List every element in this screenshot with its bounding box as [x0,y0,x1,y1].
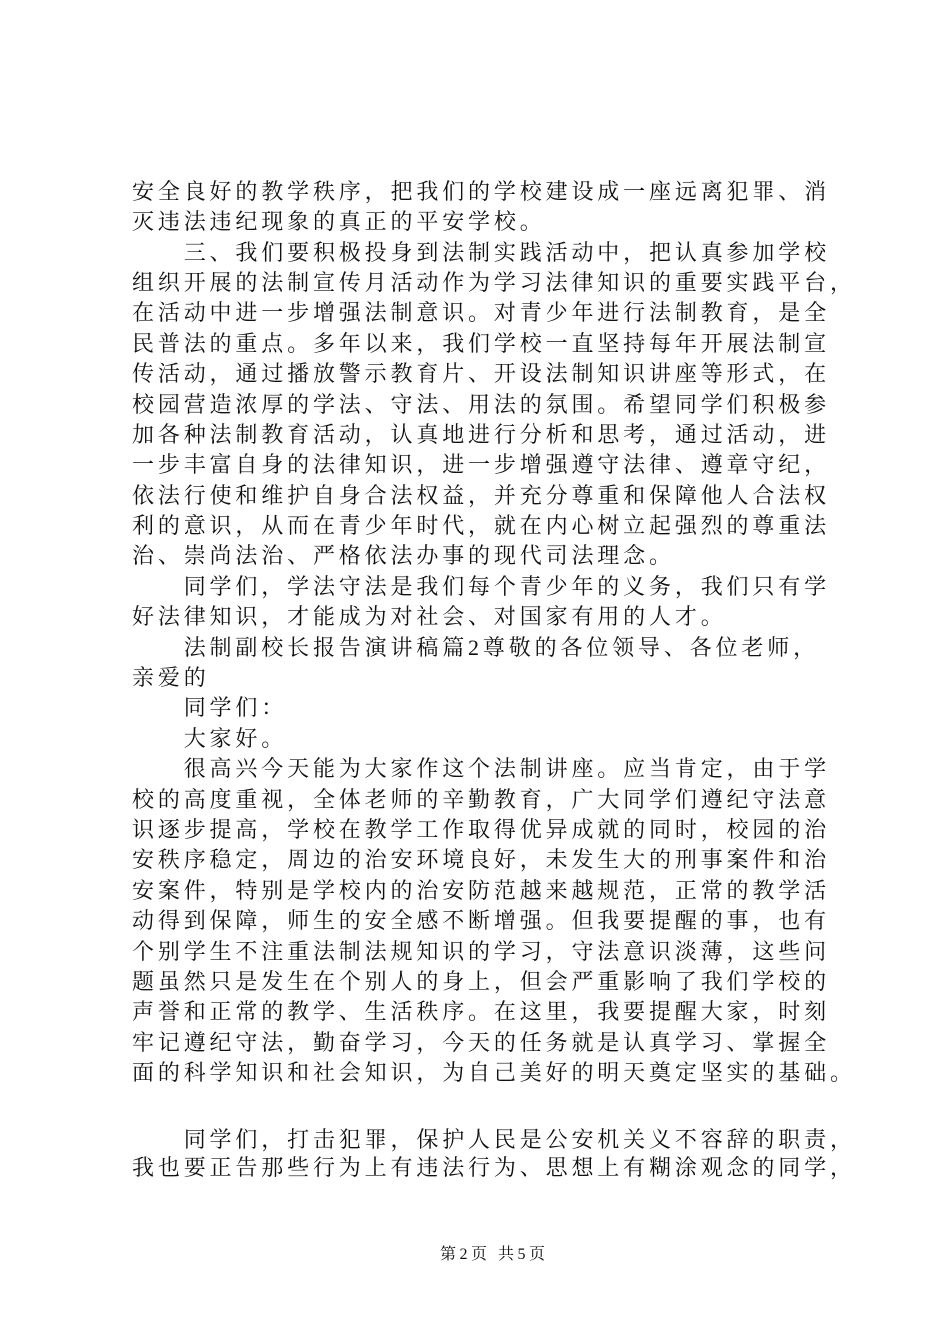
paragraph-start-line: 三、我们要积极投身到法制实践活动中，把认真参加学校 [183,239,830,265]
text-line: 利的意识，从而在青少年时代，就在内心树立起强烈的尊重法 [132,513,830,539]
text-line: 民普法的重点。多年以来，我们学校一直坚持每年开展法制宣 [132,330,830,356]
paragraph-start-line: 同学们，学法守法是我们每个青少年的义务，我们只有学 [183,573,830,599]
text-line: 组织开展的法制宣传月活动作为学习法律知识的重要实践平台， [132,269,856,295]
section-title-line: 法制副校长报告演讲稿篇2尊敬的各位领导、各位老师， [183,634,819,660]
text-line: 动得到保障，师生的安全感不断增强。但我要提醒的事，也有 [132,908,830,934]
text-line: 灭违法违纪现象的真正的平安学校。 [132,209,546,235]
text-line: 安全良好的教学秩序，把我们的学校建设成一座远离犯罪、消 [132,178,830,204]
paragraph-start-line: 很高兴今天能为大家作这个法制讲座。应当肯定，由于学 [183,756,830,782]
text-line: 治、崇尚法治、严格依法办事的现代司法理念。 [132,543,675,569]
text-line: 依法行使和维护自身合法权益，并充分尊重和保障他人合法权 [132,482,830,508]
text-line: 一步丰富自身的法律知识，进一步增强遵守法律、遵章守纪， [132,452,830,478]
text-line: 面的科学知识和社会知识，为自己美好的明天奠定坚实的基础。 [132,1060,856,1086]
text-line: 在活动中进一步增强法制意识。对青少年进行法制教育，是全 [132,300,830,326]
greeting-line: 大家好。 [183,725,288,751]
text-line: 我也要正告那些行为上有违法行为、思想上有糊涂观念的同学， [132,1154,856,1180]
text-line: 声誉和正常的教学、生活秩序。在这里，我要提醒大家，时刻 [132,999,830,1025]
document-body [132,177,856,1089]
text-line: 加各种法制教育活动，认真地进行分析和思考，通过活动，进 [132,421,830,447]
text-line: 个别学生不注重法制法规知识的学习，守法意识淡薄，这些问 [132,938,830,964]
paragraph-start-line: 同学们，打击犯罪，保护人民是公安机关义不容辞的职责， [183,1127,856,1153]
text-line: 题虽然只是发生在个别人的身上，但会严重影响了我们学校的 [132,968,830,994]
closing-paragraph [132,1126,856,1181]
text-line: 校的高度重视，全体老师的辛勤教育，广大同学们遵纪守法意 [132,786,830,812]
salutation-line: 同学们： [183,695,288,721]
text-line: 好法律知识，才能成为对社会、对国家有用的人才。 [132,604,727,630]
text-line: 识逐步提高，学校在教学工作取得优异成就的同时，校园的治 [132,817,830,842]
text-line: 校园营造浓厚的学法、守法、用法的氛围。希望同学们积极参 [132,391,830,417]
text-line: 牢记遵纪守法，勤奋学习，今天的任务就是认真学习、掌握全 [132,1029,830,1055]
text-line: 亲爱的 [132,665,210,691]
page-indicator: 第2页 共5页 [440,1246,549,1263]
text-line: 传活动，通过播放警示教育片、开设法制知识讲座等形式，在 [132,361,830,387]
text-line: 安案件，特别是学校内的治安防范越来越规范，正常的教学活 [132,877,830,903]
text-line: 安秩序稳定，周边的治安环境良好，未发生大的刑事案件和治 [132,847,830,873]
